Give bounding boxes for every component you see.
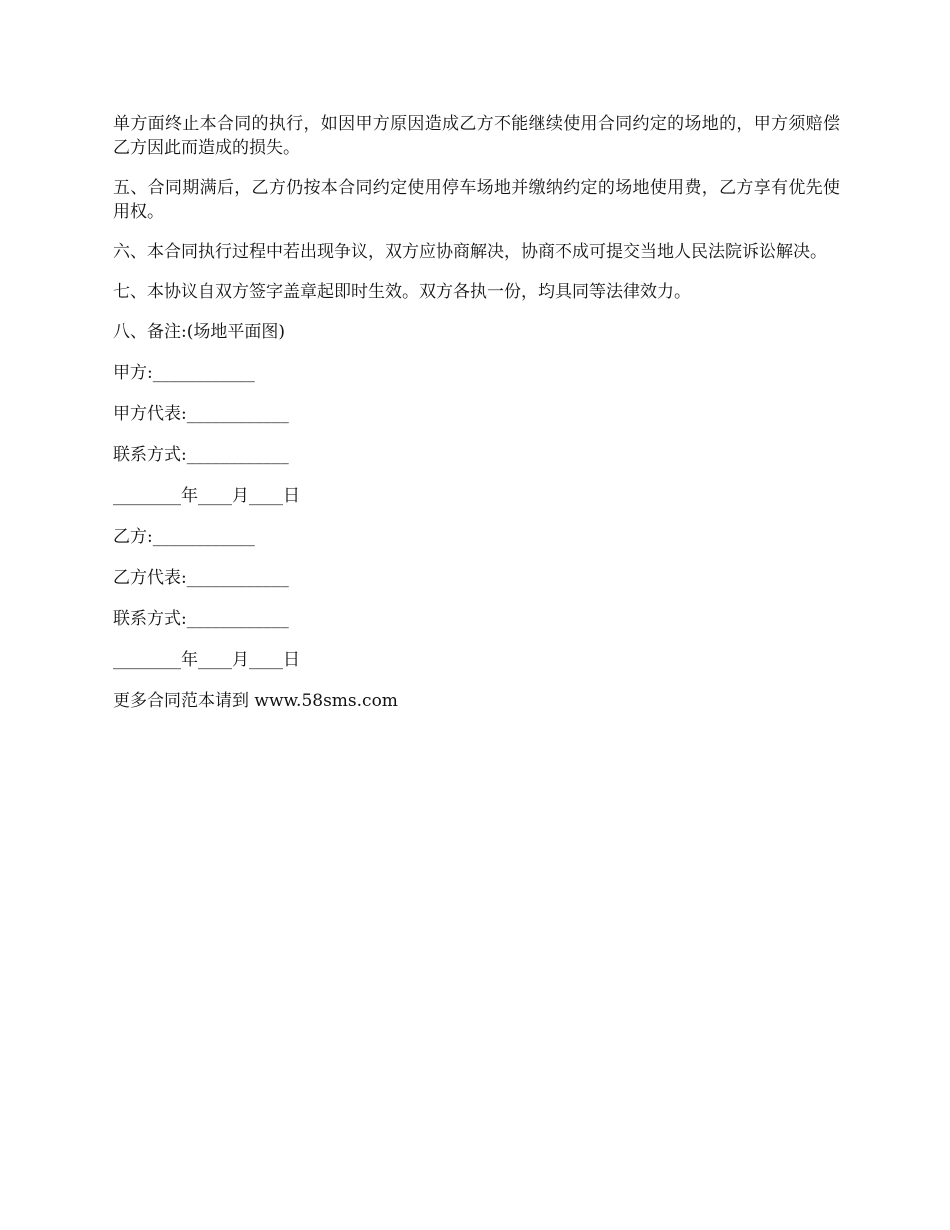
clause-6-dispute-resolution: 六、本合同执行过程中若出现争议，双方应协商解决，协商不成可提交当地人民法院诉讼解决。 (113, 242, 827, 262)
document-body (113, 112, 840, 730)
party-a-representative-line: 甲方代表:____________ (113, 404, 289, 424)
party-a-contact-line: 联系方式:____________ (113, 445, 289, 465)
party-a-date-line: ________年____月____日 (113, 486, 300, 506)
party-b-contact-line: 联系方式:____________ (113, 609, 289, 629)
party-a-name-line: 甲方:____________ (113, 363, 255, 383)
clause-5-renewal-priority: 五、合同期满后，乙方仍按本合同约定使用停车场地并缴纳约定的场地使用费，乙方享有优先使用权。 (113, 178, 840, 222)
footer-more-templates: 更多合同范本请到 www.58sms.com (113, 691, 398, 711)
clause-8-remarks: 八、备注:(场地平面图) (113, 322, 285, 342)
party-b-name-line: 乙方:____________ (113, 527, 255, 547)
party-b-date-line: ________年____月____日 (113, 650, 300, 670)
clause-7-effectiveness: 七、本协议自双方签字盖章起即时生效。双方各执一份，均具同等法律效力。 (113, 282, 691, 302)
party-b-representative-line: 乙方代表:____________ (113, 568, 289, 588)
clause-termination: 单方面终止本合同的执行，如因甲方原因造成乙方不能继续使用合同约定的场地的，甲方须赔偿乙方因此而造成的损失。 (113, 114, 840, 158)
